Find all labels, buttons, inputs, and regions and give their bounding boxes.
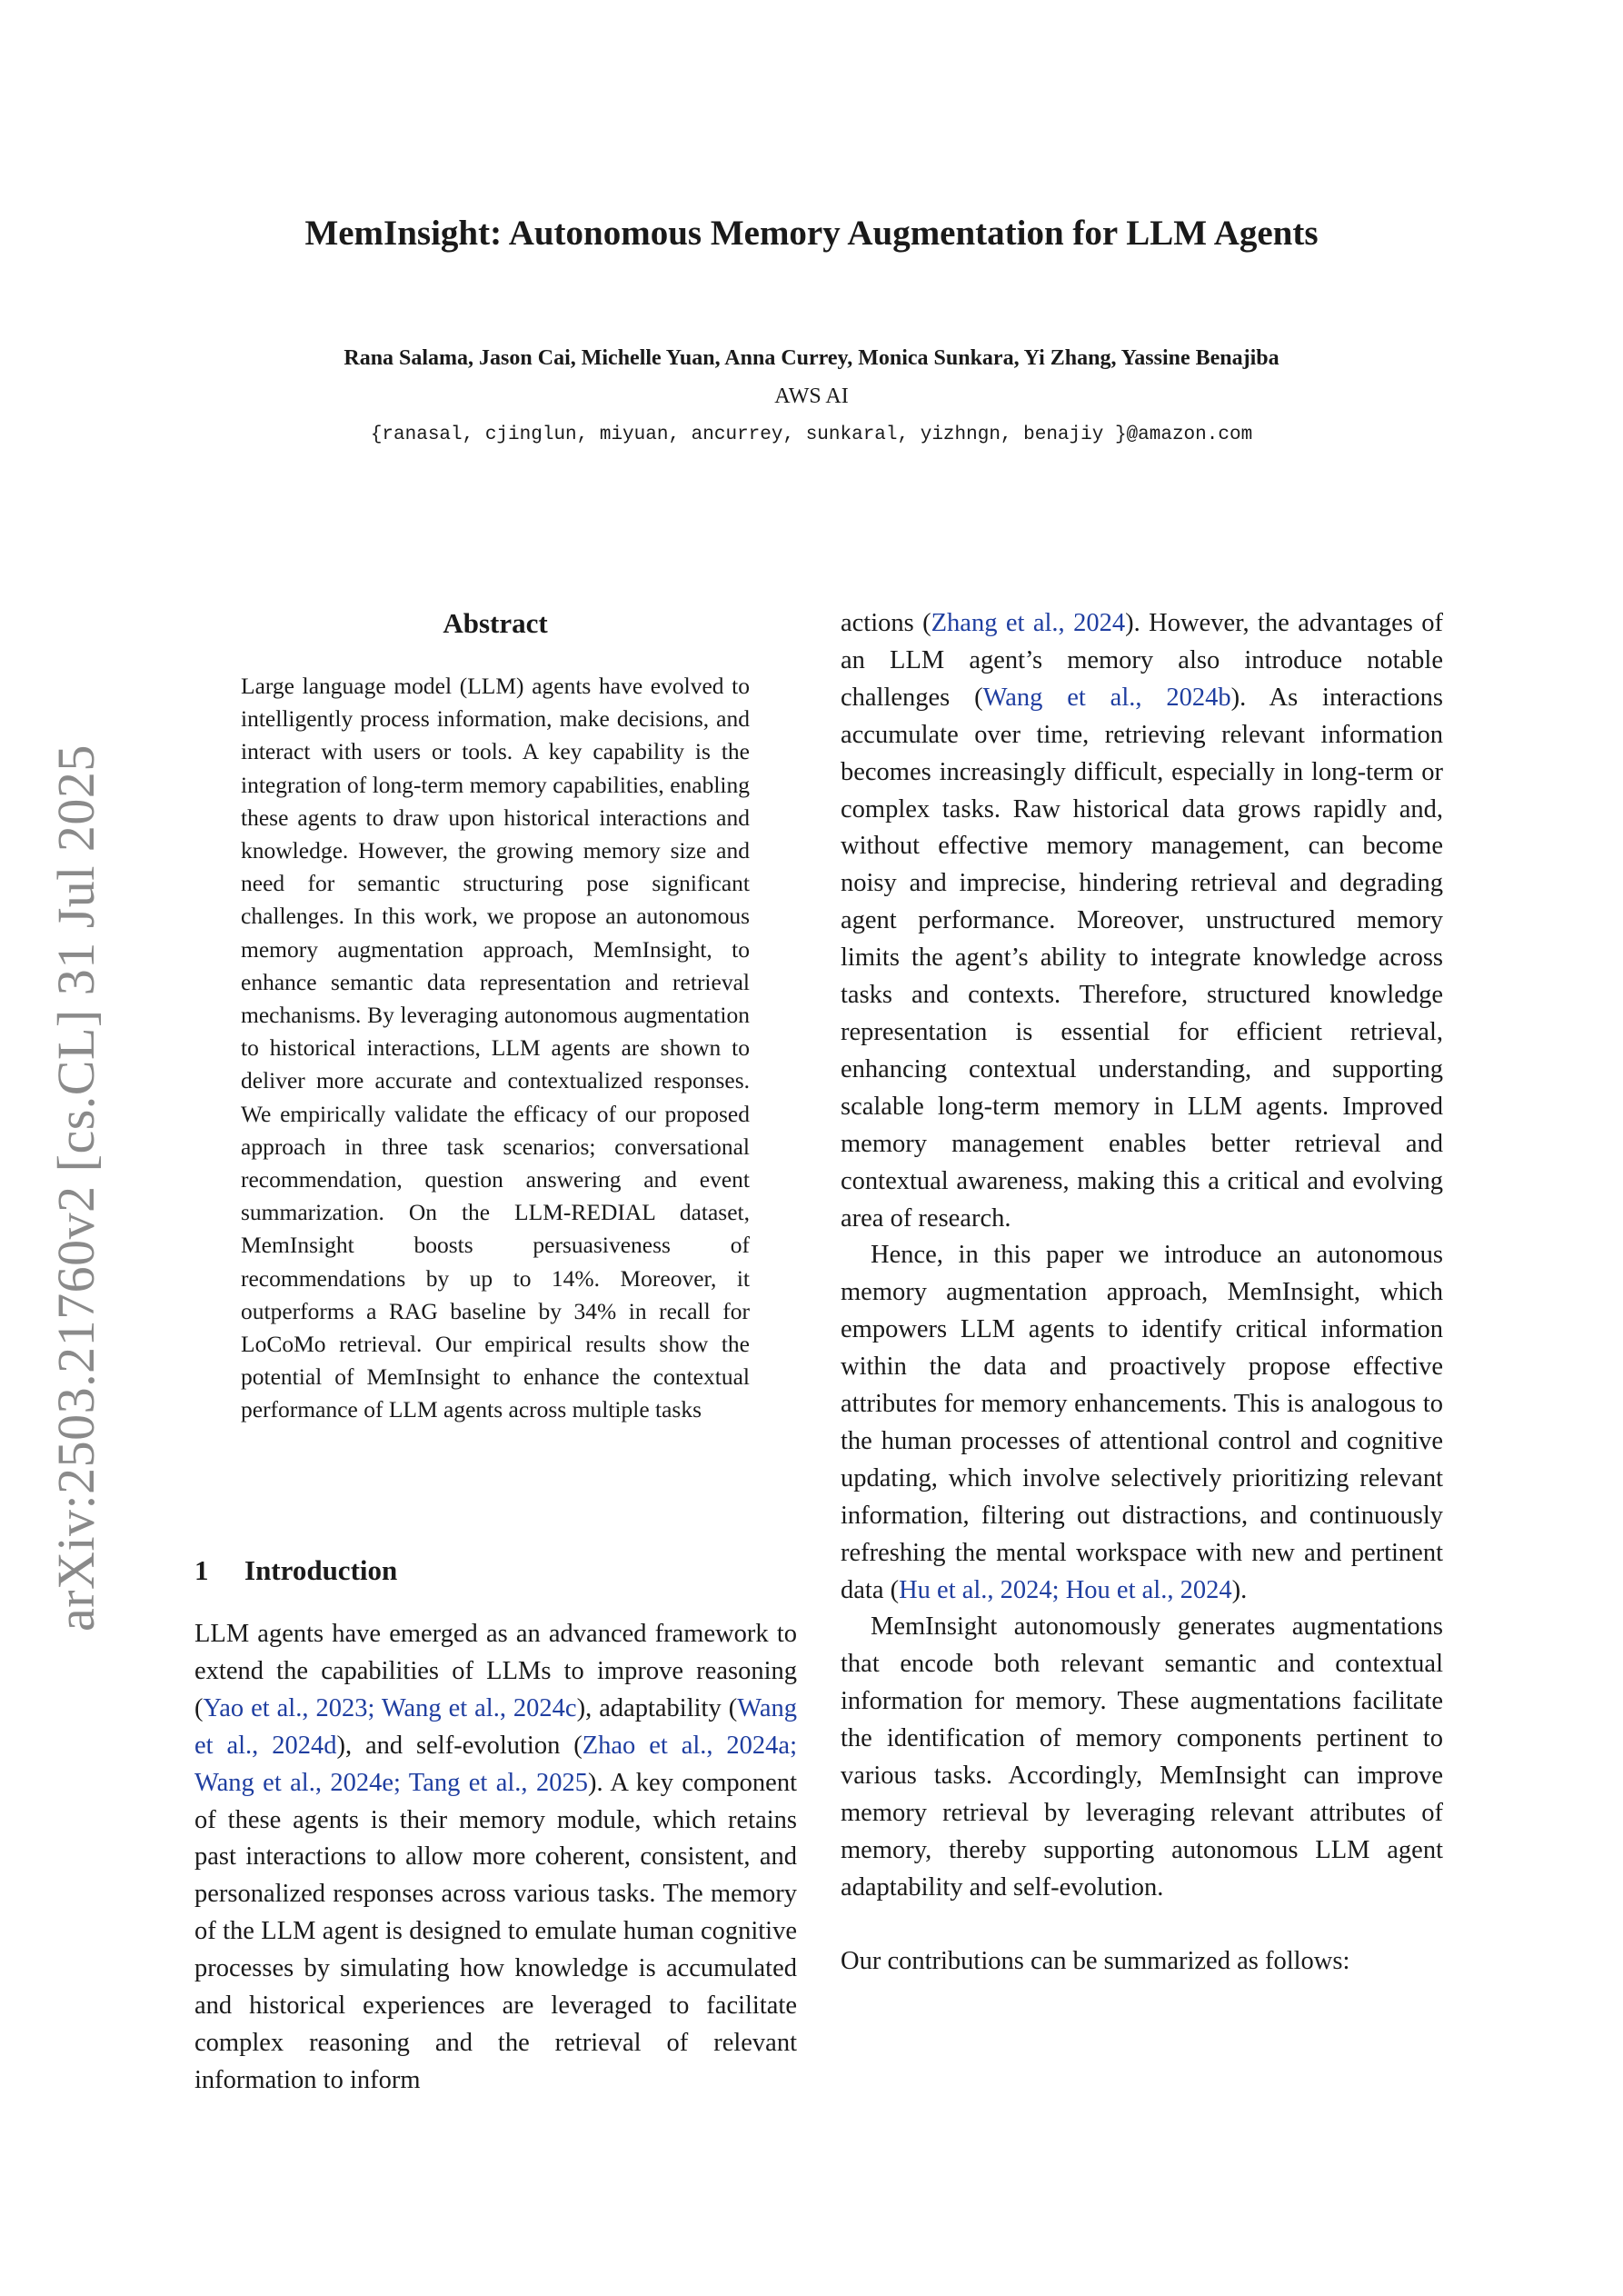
citation-link[interactable]: Wang et al., 2024d <box>194 1693 797 1760</box>
affiliation: AWS AI <box>774 384 849 408</box>
intro-paragraph-4: Our contributions can be summarized as follows: <box>841 1946 1350 1975</box>
paper-title: MemInsight: Autonomous Memory Augmentation for LLM Agents <box>304 214 1319 253</box>
section-title: Introduction <box>244 1554 398 1586</box>
author-list: Rana Salama, Jason Cai, Michelle Yuan, Anna Currey, Monica Sunkara, Yi Zhang, Yassine Benajiba <box>344 346 1279 370</box>
abstract-text: Large language model (LLM) agents have evolved to intelligently process information, make decisions, and interact with users or tools. A key capability is the integration of long-term memory capabilities, enabling these agents to draw upon historical interactions and knowledge. However, the growing memory size and need for semantic structuring pose significant challenges. In this work, we propose an autonomous memory augmentation approach, MemInsight, to enhance semantic data representation and retrieval mechanisms. By leveraging autonomous augmentation to historical interactions, LLM agents are shown to deliver more accurate and contextualized responses. We empirically validate the efficacy of our proposed approach in three task scenarios; conversational recommendation, question answering and event summarization. On the LLM-REDIAL dataset, MemInsight boosts persuasiveness of recommendations by up to 14%. Moreover, it outperforms a RAG baseline by 34% in recall for LoCoMo retrieval. Our empirical results show the potential of MemInsight to enhance the contextual performance of LLM agents across multiple tasks <box>241 673 750 1423</box>
citation-link[interactable]: Yao et al., 2023; Wang et al., 2024c <box>203 1693 577 1722</box>
intro-paragraph-1-part-a: LLM agents have emerged as an advanced framework to extend the capabilities of LLMs to improve reasoning (Yao et al., 2023; Wang et al., 2024c), adaptability (Wang et al., 2024d), and self-evolution (Zhao et al., 2024a; Wang et al., 2024e; Tang et al., 2025). A key component of these agents is their memory module, which retains past interactions to allow more coherent, consistent, and personalized responses across various tasks. The memory of the LLM agent is designed to emulate human cognitive processes by simulating how knowledge is accumulated and historical experiences are leveraged to facilitate complex reasoning and the retrieval of relevant information to inform <box>194 1620 797 2094</box>
citation-link[interactable]: Wang et al., 2024b <box>982 683 1231 712</box>
intro-paragraph-3: MemInsight autonomously generates augmentations that encode both relevant semantic and contextual information for memory. These augmentations facilitate the identification of memory components pertinent to various tasks. Accordingly, MemInsight can improve memory retrieval by leveraging relevant attributes of memory, thereby supporting autonomous LLM agent adaptability and self-evolution. <box>841 1612 1443 1902</box>
citation-link[interactable]: Zhao et al., 2024a; Wang et al., 2024e; Tang et al., 2025 <box>194 1731 797 1797</box>
section-heading-introduction <box>194 1552 397 1589</box>
citation-link[interactable]: Zhang et al., 2024 <box>931 609 1126 637</box>
section-number: 1 <box>194 1554 209 1586</box>
left-column-text <box>194 1616 797 2100</box>
arxiv-identifier-stamp: arXiv:2503.21760v2 [cs.CL] 31 Jul 2025 <box>46 744 105 1632</box>
author-emails: {ranasal, cjinglun, miyuan, ancurrey, sunkaral, yizhngn, benajiy }@amazon.com <box>370 424 1253 445</box>
intro-paragraph-1-part-b: actions (Zhang et al., 2024). However, the advantages of an LLM agent’s memory also introduce notable challenges (Wang et al., 2024b). As interactions accumulate over time, retrieving relevant information becomes increasingly difficult, especially in long-term or complex tasks. Raw historical data grows rapidly and, without effective memory management, can become noisy and imprecise, hindering retrieval and degrading agent performance. Moreover, unstructured memory limits the agent’s ability to integrate knowledge across tasks and contexts. Therefore, structured knowledge representation is essential for efficient retrieval, enhancing contextual understanding, and supporting scalable long-term memory in LLM agents. Improved memory management enables better retrieval and contextual awareness, making this a critical and evolving area of research. <box>841 609 1443 1233</box>
intro-paragraph-2: Hence, in this paper we introduce an autonomous memory augmentation approach, MemInsight, which empowers LLM agents to identify critical information within the data and proactively propose effective attributes for memory enhancements. This is analogous to the human processes of attentional control and cognitive updating, which involve selectively prioritizing relevant information, filtering out distractions, and continuously refreshing the mental workspace with new and pertinent data (Hu et al., 2024; Hou et al., 2024). <box>841 1241 1443 1604</box>
abstract-heading: Abstract <box>443 607 548 639</box>
paragraph-gap <box>841 1907 1443 1943</box>
citation-link[interactable]: Hu et al., 2024; Hou et al., 2024 <box>899 1575 1232 1604</box>
right-column-text <box>841 605 1443 1981</box>
